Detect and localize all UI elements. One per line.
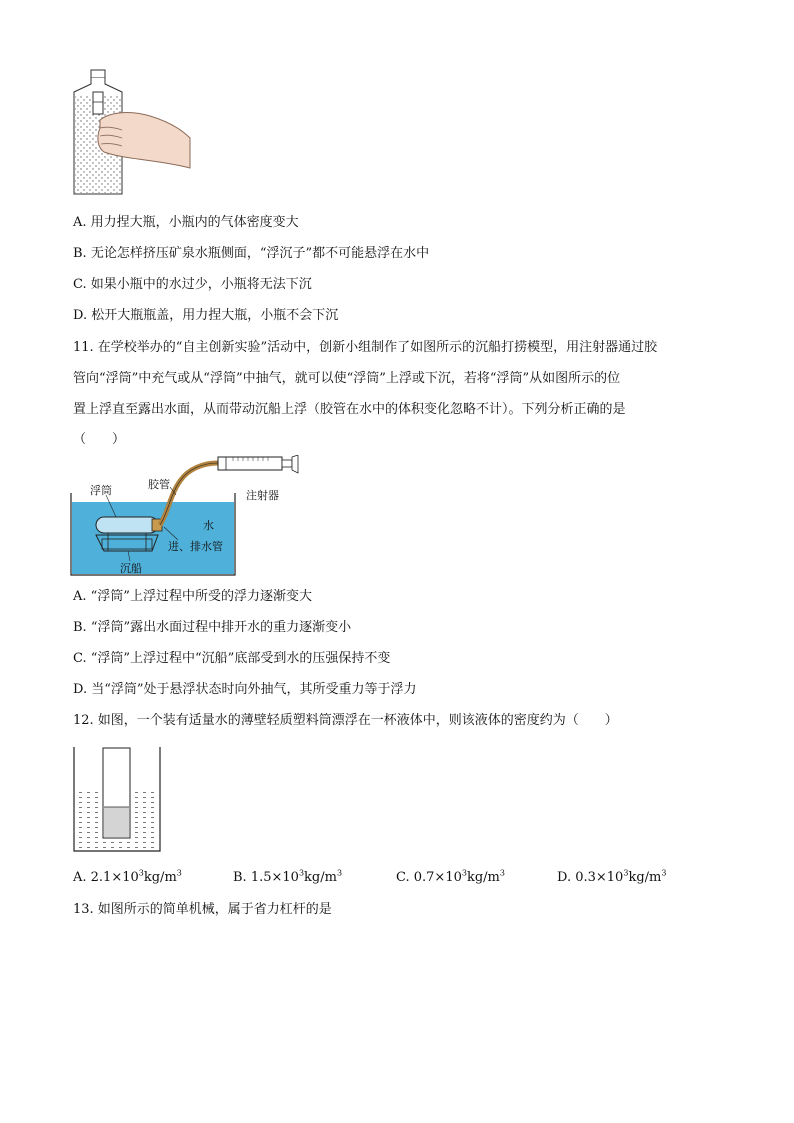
q10-option-d: D. 松开大瓶瓶盖，用力捏大瓶，小瓶不会下沉 <box>73 308 339 323</box>
floating-tube-figure <box>70 745 165 855</box>
q11-option-d: D. 当“浮筒”处于悬浮状态时向外抽气，其所受重力等于浮力 <box>73 682 417 697</box>
label-drain-pipe: 进、排水管 <box>168 540 223 553</box>
label-float-tube: 浮筒 <box>90 484 112 497</box>
salvage-model-figure <box>68 455 318 580</box>
q11-option-c: C. “浮筒”上浮过程中“沉船”底部受到水的压强保持不变 <box>73 651 391 666</box>
q12-option-c: C. $0.7\times 10^3kg/m^3$ <box>396 868 505 885</box>
label-sunken-ship: 沉船 <box>120 562 142 575</box>
q11-stem-line-2: 管向“浮筒”中充气或从“浮筒”中抽气，就可以使“浮筒”上浮或下沉，若将“浮筒”从如图所示的位 <box>73 371 621 386</box>
q11-stem-line-4: （ ） <box>73 432 126 447</box>
q12-option-d: D. $0.3\times 10^3kg/m^3$ <box>557 868 667 885</box>
bottle-squeeze-figure <box>70 68 195 198</box>
label-water: 水 <box>203 519 214 532</box>
q10-option-c: C. 如果小瓶中的水过少，小瓶将无法下沉 <box>73 277 312 292</box>
q13-stem: 13. 如图所示的简单机械，属于省力杠杆的是 <box>73 902 332 917</box>
q11-stem-line-1: 11. 在学校举办的“自主创新实验”活动中，创新小组制作了如图所示的沉船打捞模型，用注射器通过胶 <box>73 340 658 355</box>
q10-option-b: B. 无论怎样挤压矿泉水瓶侧面，“浮沉子”都不可能悬浮在水中 <box>73 246 430 261</box>
q12-option-b: B. $1.5\times 10^3kg/m^3$ <box>233 868 343 885</box>
q11-stem-line-3: 置上浮直至露出水面，从而带动沉船上浮（胶管在水中的体积变化忽略不计）。下列分析正确的是 <box>73 402 626 417</box>
q10-option-a: A. 用力捏大瓶，小瓶内的气体密度变大 <box>73 215 299 230</box>
q12-option-a: A. $2.1\times 10^3kg/m^3$ <box>73 868 182 885</box>
label-syringe: 注射器 <box>246 489 279 502</box>
q11-option-a: A. “浮筒”上浮过程中所受的浮力逐渐变大 <box>73 589 312 604</box>
q11-option-b: B. “浮筒”露出水面过程中排开水的重力逐渐变小 <box>73 620 352 635</box>
label-hose: 胶管 <box>148 478 170 491</box>
q12-stem: 12. 如图，一个装有适量水的薄壁轻质塑料筒漂浮在一杯液体中，则该液体的密度约为（ ） <box>73 713 618 728</box>
